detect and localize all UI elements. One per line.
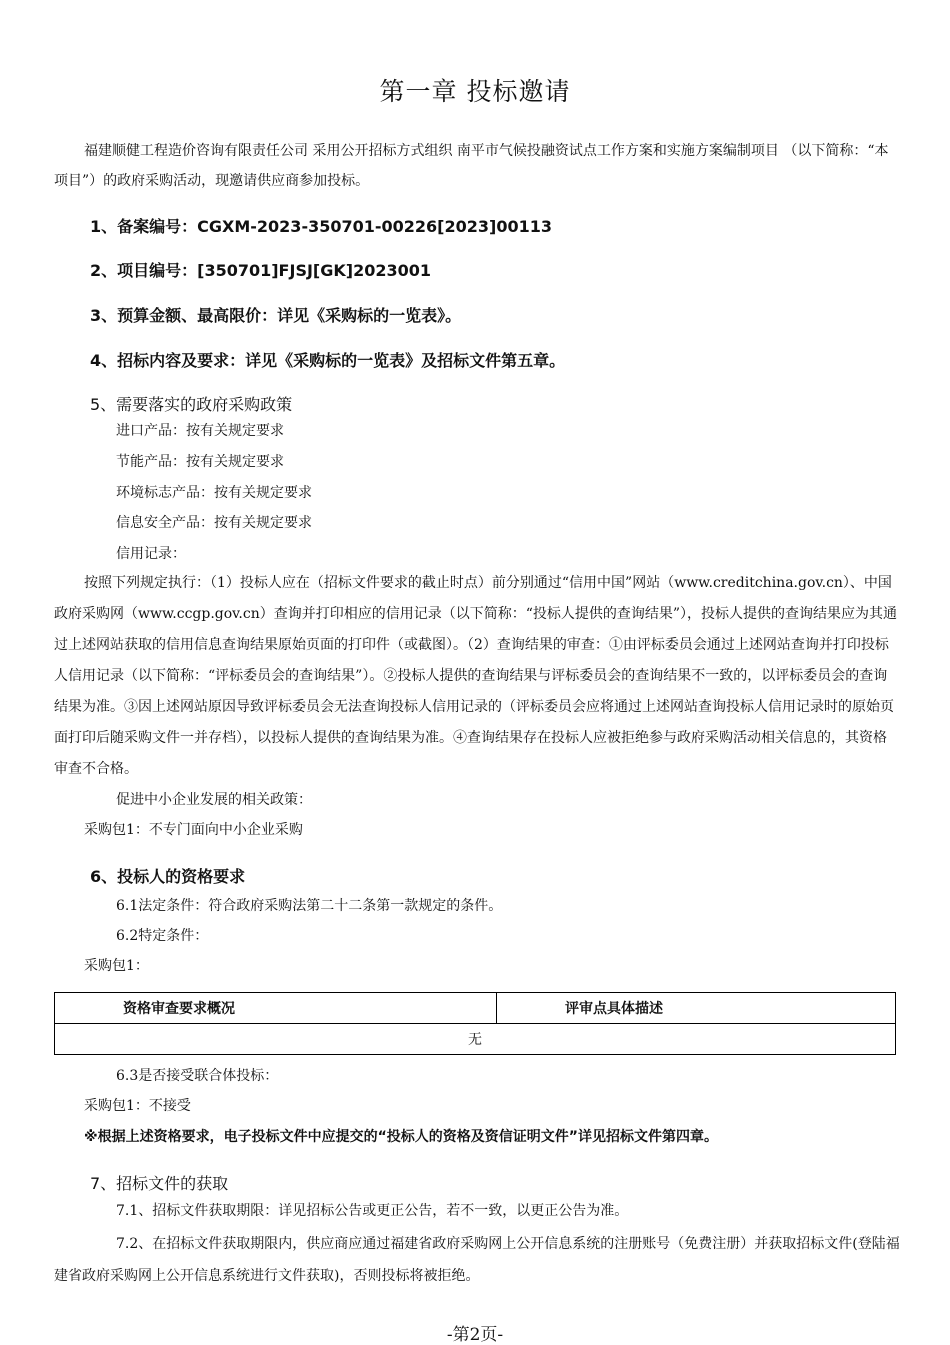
consortium-package: 采购包1：不接受 [84, 1098, 191, 1114]
policy-energy: 节能产品：按有关规定要求 [116, 454, 284, 470]
table-header-cell: 评审点具体描述 [497, 993, 896, 1024]
policy-infosec: 信息安全产品：按有关规定要求 [116, 515, 312, 531]
qualification-legal: 6.1法定条件：符合政府采购法第二十二条第一款规定的条件。 [116, 898, 503, 914]
section-2-project-number: 2、项目编号：[350701]FJSJ[GK]2023001 [90, 261, 432, 280]
section-1-record-number: 1、备案编号：CGXM-2023-350701-00226[2023]00113 [90, 217, 553, 236]
sme-package: 采购包1：不专门面向中小企业采购 [84, 822, 303, 838]
qualification-package: 采购包1： [84, 958, 149, 974]
intro-paragraph: 福建顺健工程造价咨询有限责任公司 采用公开招标方式组织 南平市气候投融资试点工作方案和实施方案编制项目 （以下简称：“本项目”）的政府采购活动，现邀请供应商参加投标。 [54, 143, 889, 189]
chapter-title: 第一章 投标邀请 [379, 77, 571, 106]
section-5-policy: 5、需要落实的政府采购政策 [90, 395, 293, 414]
policy-credit: 信用记录： [116, 546, 186, 562]
section-6-qualification: 6、投标人的资格要求 [90, 867, 246, 886]
consortium-question: 6.3是否接受联合体投标： [116, 1068, 279, 1084]
credit-paragraph: 按照下列规定执行：（1）投标人应在（招标文件要求的截止时点）前分别通过“信用中国”网站（www.creditchina.gov.cn）、中国政府采购网（www.ccgp.gov.cn）查询并打印相应的信用记录（以下简称：“投标人提供的查询结果”），投标人提供的查询结果应为其通过上述网站获取的信用信息查询结果原始页面的打印件（或截图）。（2）查询结果的审查：①由评标委员会通过上述网站查询并打印投标人信用记录（以下简称：“评标委员会的查询结果”）。②投标人提供的查询结果与评标委员会的查询结果不一致的，以评标委员会的查询结果为准。③因上述网站原因导致评标委员会无法查询投标人信用记录的（评标委员会应将通过上述网站查询投标人信用记录时的原始页面打印后随采购文件一并存档），以投标人提供的查询结果为准。④查询结果存在投标人应被拒绝参与政府采购活动相关信息的，其资格审查不合格。 [54, 575, 898, 777]
table-empty-cell: 无 [55, 1024, 896, 1055]
sme-policy: 促进中小企业发展的相关政策： [116, 792, 312, 808]
section-7-obtain: 7、招标文件的获取 [90, 1174, 229, 1193]
page-number: -第2页- [446, 1325, 504, 1345]
table-header-cell: 资格审查要求概况 [55, 993, 497, 1024]
obtain-method: 7.2、在招标文件获取期限内，供应商应通过福建省政府采购网上公开信息系统的注册账号（免费注册）并获取招标文件(登陆福建省政府采购网上公开信息系统进行文件获取)，否则投标将被拒绝。 [54, 1236, 900, 1284]
section-3-budget: 3、预算金额、最高限价：详见《采购标的一览表》。 [90, 306, 462, 325]
obtain-period: 7.1、招标文件获取期限：详见招标公告或更正公告，若不一致，以更正公告为准。 [116, 1203, 629, 1219]
qualification-special: 6.2特定条件： [116, 928, 209, 944]
section-4-content: 4、招标内容及要求：详见《采购标的一览表》及招标文件第五章。 [90, 351, 566, 370]
policy-import: 进口产品：按有关规定要求 [116, 423, 284, 439]
table-header-row [55, 993, 896, 1024]
policy-environment: 环境标志产品：按有关规定要求 [116, 485, 312, 501]
qualification-note: ※根据上述资格要求，电子投标文件中应提交的“投标人的资格及资信证明文件”详见招标文件第四章。 [84, 1129, 719, 1145]
qualification-table [54, 992, 896, 1055]
table-row [55, 1024, 896, 1055]
